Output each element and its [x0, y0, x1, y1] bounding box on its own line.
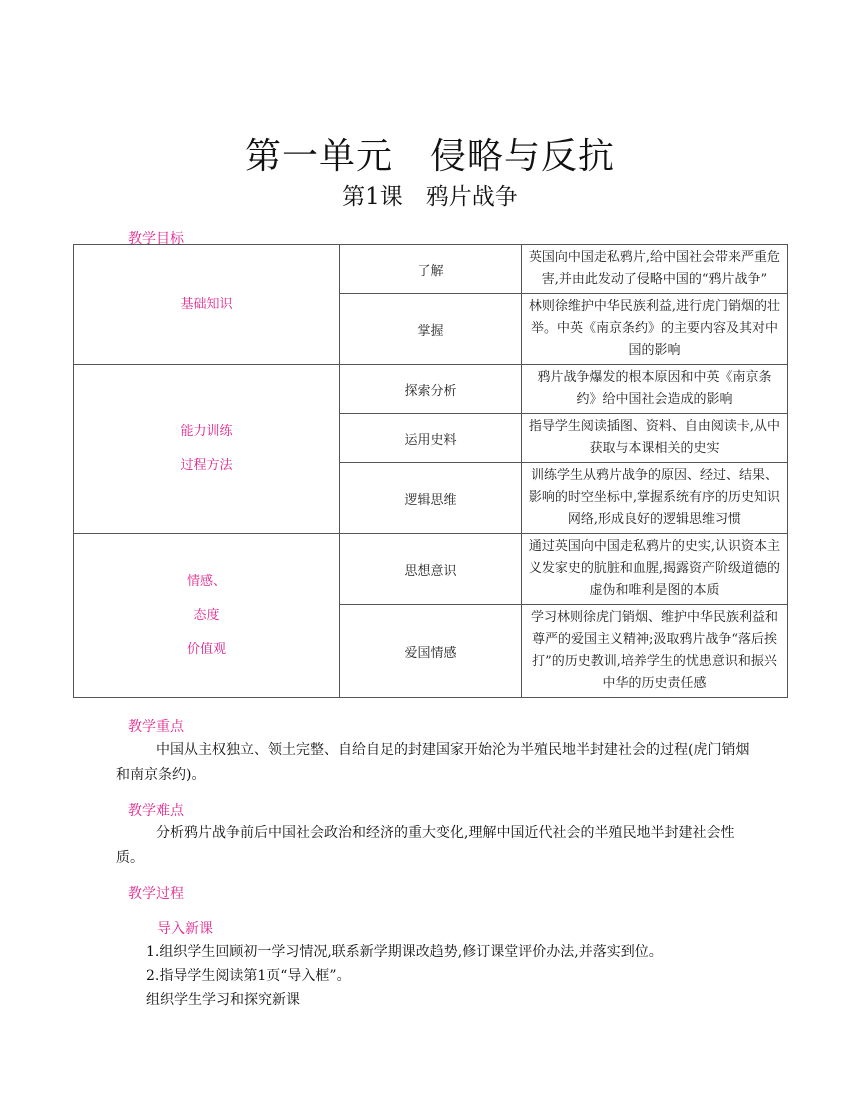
process-heading: 教学过程 — [128, 886, 184, 902]
category-label: 过程方法 — [180, 458, 233, 473]
level-cell: 爱国情感 — [340, 605, 522, 698]
level-cell: 探索分析 — [340, 365, 522, 414]
category-label: 态度 — [193, 607, 220, 623]
level-cell: 逻辑思维 — [340, 463, 522, 534]
difficulties-text: 分析鸦片战争前后中国社会政治和经济的重大变化,理解中国近代社会的半殖民地半封建社会性质。 — [116, 825, 735, 866]
process-line: 2.指导学生阅读第1页“导入框”。 — [146, 968, 351, 984]
category-label: 情感、 — [186, 573, 226, 589]
process-line: 1.组织学生回顾初一学习情况,联系新学期课改趋势,修订课堂评价办法,并落实到位。 — [146, 944, 663, 960]
category-label: 基础知识 — [180, 296, 233, 312]
table-row — [74, 245, 788, 294]
lesson-title: 第1课 鸦片战争 — [342, 184, 518, 210]
key-points-heading: 教学重点 — [128, 719, 184, 735]
level-cell: 掌握 — [340, 294, 522, 365]
key-points-text: 中国从主权独立、领土完整、自给自足的封建国家开始沦为半殖民地半封建社会的过程(虎门销烟和南京条约)。 — [116, 742, 750, 783]
content-cell: 鸦片战争爆发的根本原因和中英《南京条约》给中国社会造成的影响 — [522, 365, 788, 414]
content-cell: 通过英国向中国走私鸦片的史实,认识资本主义发家史的肮脏和血腥,揭露资产阶级道德的虚伪和唯利是图的本质 — [522, 534, 788, 605]
unit-title: 第一单元 侵略与反抗 — [244, 136, 615, 177]
category-label: 能力训练 — [180, 424, 233, 439]
table-row — [74, 365, 788, 414]
category-cell — [74, 245, 340, 365]
level-cell: 运用史料 — [340, 414, 522, 463]
difficulties-heading: 教学难点 — [128, 803, 184, 819]
intro-heading: 导入新课 — [157, 921, 213, 937]
level-cell: 思想意识 — [340, 534, 522, 605]
objectives-table — [73, 244, 788, 698]
process-line: 组织学生学习和探究新课 — [146, 992, 300, 1008]
category-label: 价值观 — [186, 641, 226, 657]
category-cell — [74, 534, 340, 698]
table-row — [74, 534, 788, 605]
content-cell: 指导学生阅读插图、资料、自由阅读卡,从中获取与本课相关的史实 — [522, 414, 788, 463]
category-cell — [74, 365, 340, 534]
level-cell: 了解 — [340, 245, 522, 294]
content-cell: 英国向中国走私鸦片,给中国社会带来严重危害,并由此发动了侵略中国的“鸦片战争” — [522, 245, 788, 294]
content-cell: 学习林则徐虎门销烟、维护中华民族利益和尊严的爱国主义精神;汲取鸦片战争“落后挨打”的历史教训,培养学生的忧患意识和振兴中华的历史责任感 — [522, 605, 788, 698]
objectives-heading: 教学目标 — [128, 231, 184, 247]
content-cell: 训练学生从鸦片战争的原因、经过、结果、影响的时空坐标中,掌握系统有序的历史知识网络,形成良好的逻辑思维习惯 — [522, 463, 788, 534]
content-cell: 林则徐维护中华民族利益,进行虎门销烟的壮举。中英《南京条约》的主要内容及其对中国的影响 — [522, 294, 788, 365]
